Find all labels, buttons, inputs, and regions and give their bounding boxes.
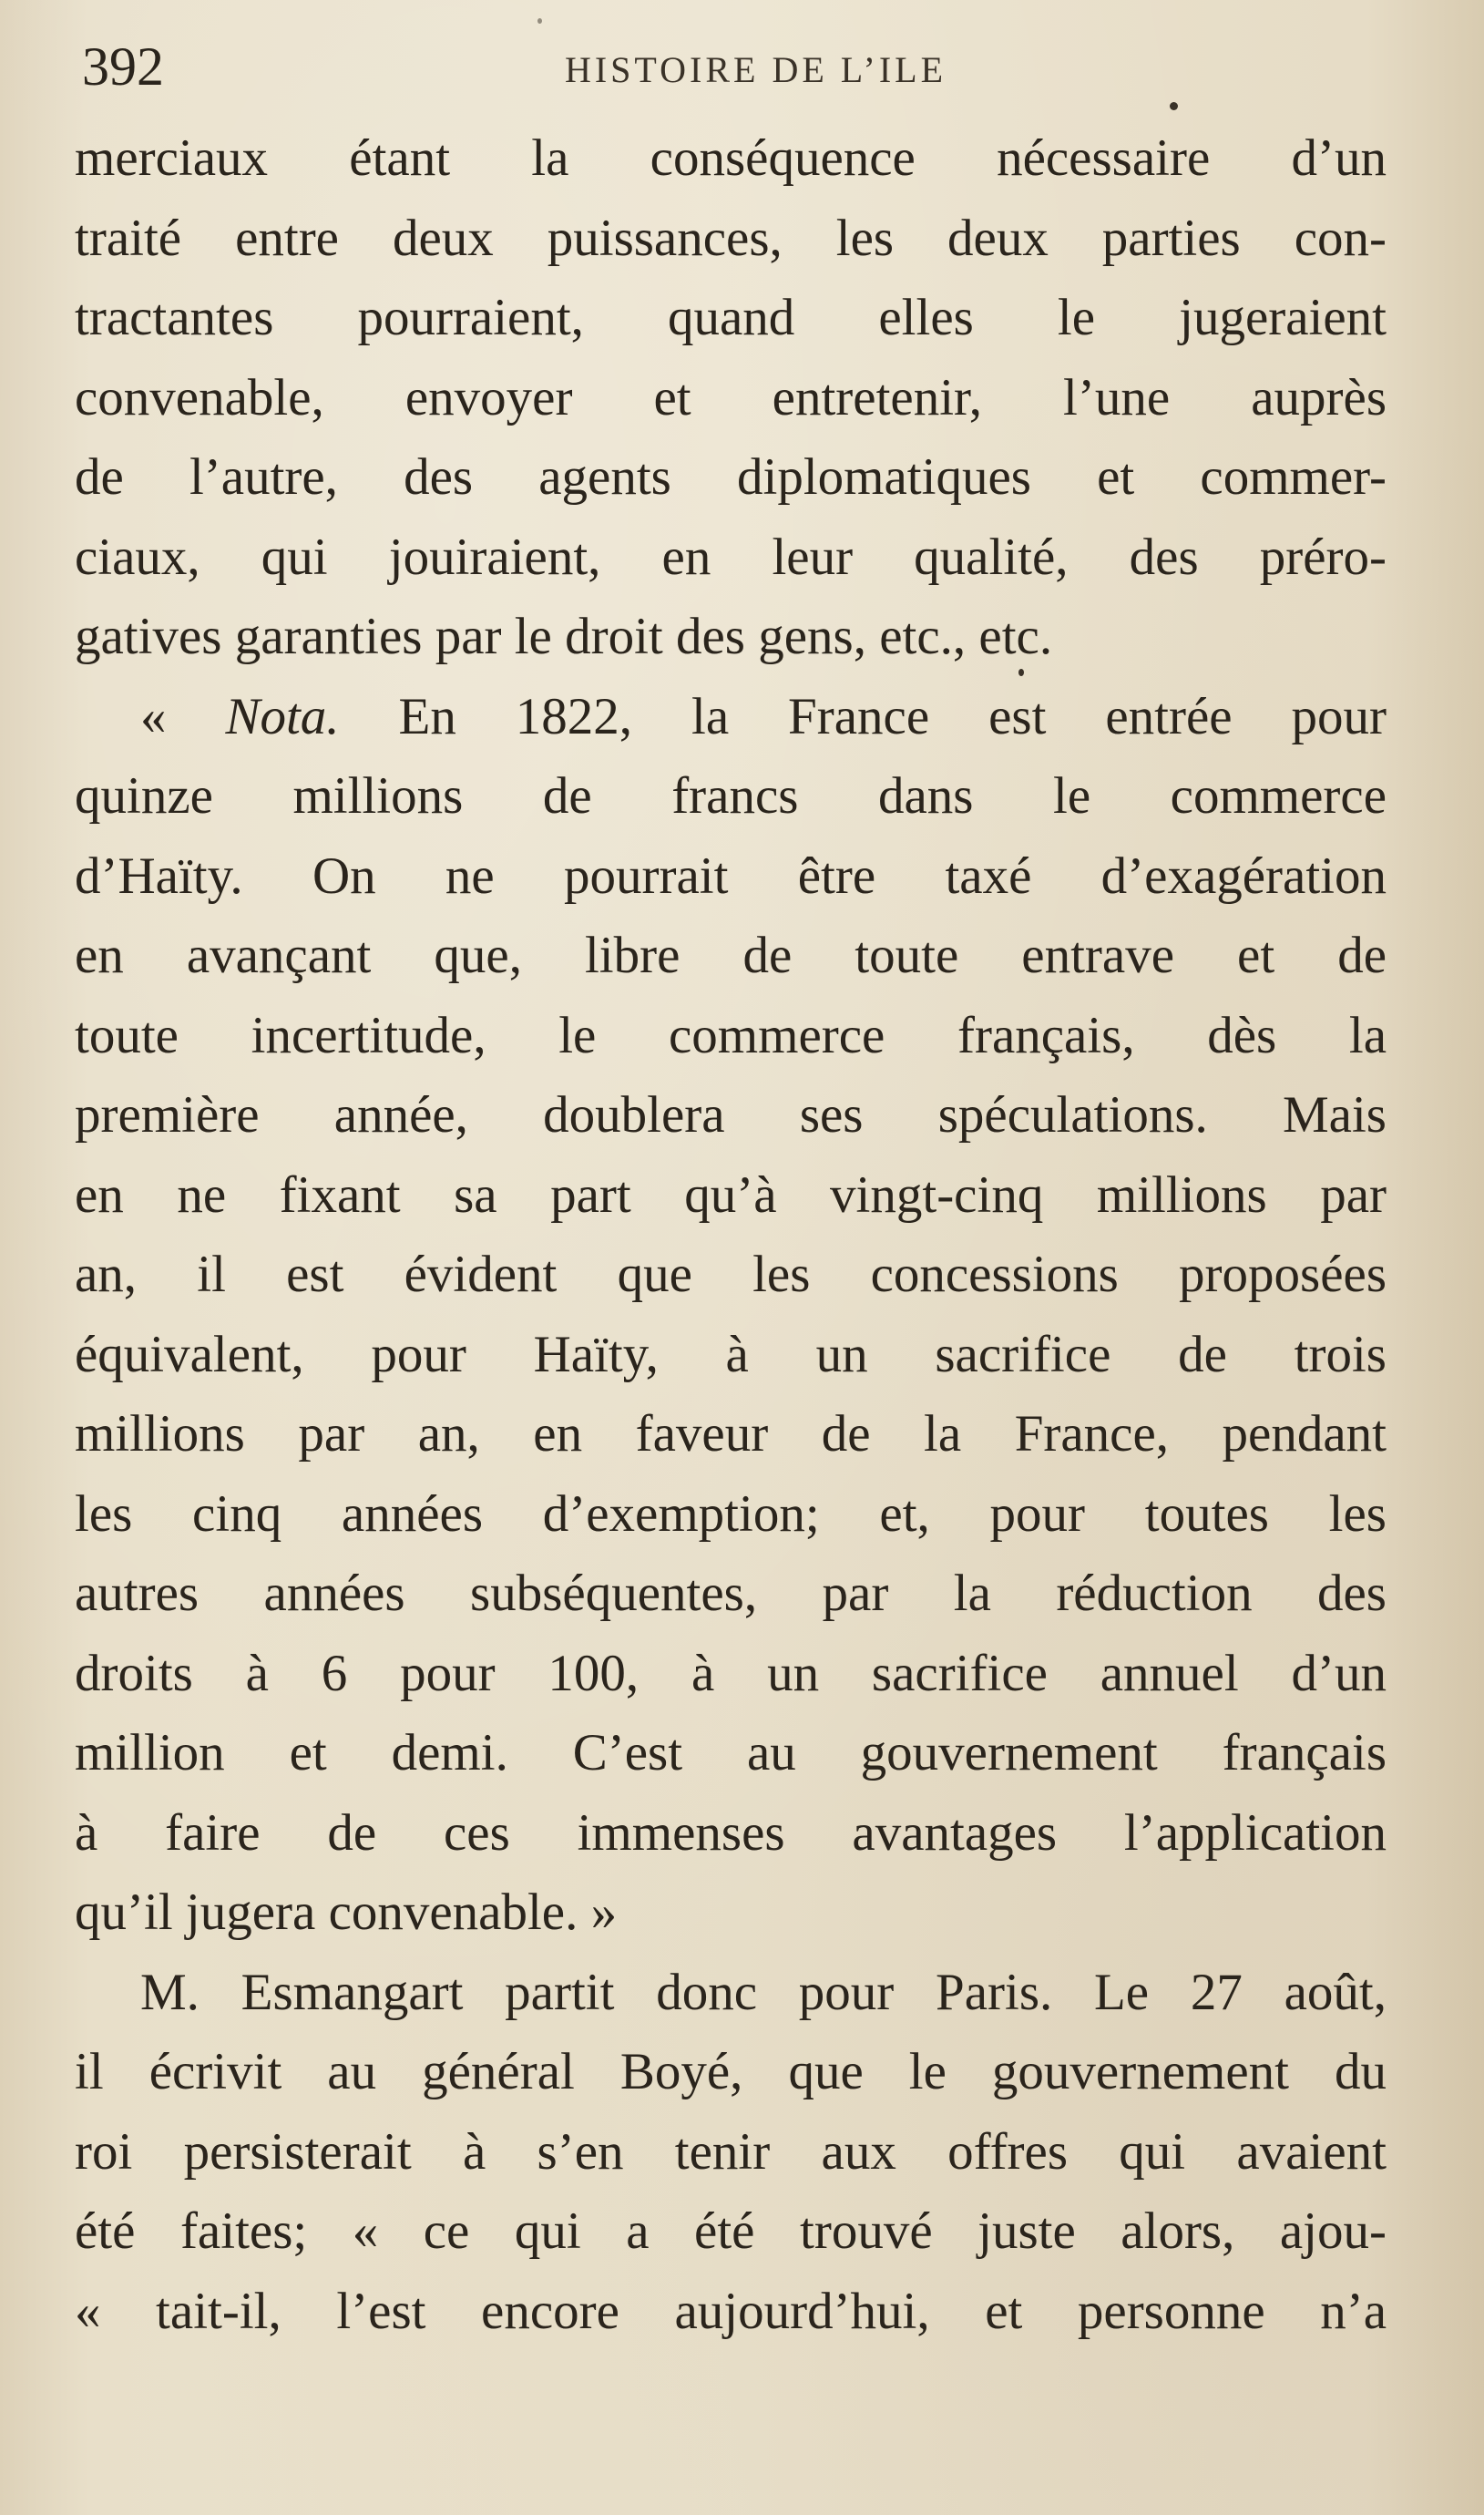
text-line: toute incertitude, le commerce français, dès la	[75, 1006, 1387, 1064]
text-line: roi persisterait à s’en tenir aux offres qui avaient	[75, 2122, 1387, 2181]
text-line: million et demi. C’est au gouvernement français	[75, 1724, 1387, 1781]
nota-line	[75, 677, 1387, 757]
page-header	[82, 35, 1356, 98]
ink-speck	[537, 18, 542, 24]
text-line: de l’autre, des agents diplomatiques et commer-	[75, 448, 1387, 506]
text-line: traité entre deux puissances, les deux parties con-	[75, 209, 1387, 267]
text-line: merciaux étant la conséquence nécessaire d’un	[75, 129, 1387, 187]
running-head: HISTOIRE DE L’ILE	[564, 49, 947, 90]
nota-open-quote: «	[140, 687, 167, 745]
text-line: droits à 6 pour 100, à un sacrifice annuel d’un	[75, 1644, 1387, 1702]
text-line: quinze millions de francs dans le commerce	[75, 767, 1387, 825]
text-line: il écrivit au général Boyé, que le gouvernement du	[75, 2043, 1387, 2100]
nota-label: Nota.	[225, 687, 340, 745]
text-line: gatives garanties par le droit des gens, etc., etc.	[75, 608, 1053, 665]
ink-speck	[1170, 102, 1178, 110]
text-line: millions par an, en faveur de la France, pendant	[75, 1405, 1387, 1463]
text-line: à faire de ces immenses avantages l’application	[75, 1803, 1387, 1862]
text-line: tractantes pourraient, quand elles le jugeraient	[75, 289, 1387, 346]
text-line: en ne fixant sa part qu’à vingt-cinq millions par	[75, 1165, 1387, 1224]
nota-line-text: En 1822, la France est entrée pour	[398, 687, 1387, 745]
text-line: ciaux, qui jouiraient, en leur qualité, des préro-	[75, 528, 1387, 586]
text-line: autres années subséquentes, par la réduction des	[75, 1565, 1387, 1622]
page-number: 392	[82, 36, 164, 97]
text-line: convenable, envoyer et entretenir, l’une auprès	[75, 368, 1387, 426]
text-line: d’Haïty. On ne pourrait être taxé d’exagération	[75, 847, 1387, 905]
text-line: été faites; « ce qui a été trouvé juste alors, ajou-	[75, 2202, 1387, 2260]
text-line: an, il est évident que les concessions proposées	[75, 1246, 1387, 1303]
text-line: qu’il jugera convenable. »	[75, 1884, 618, 1941]
text-line: M. Esmangart partit donc pour Paris. Le 27 août,	[140, 1963, 1387, 2021]
body-text	[75, 118, 1387, 2351]
text-line: en avançant que, libre de toute entrave et de	[75, 927, 1387, 984]
text-line: équivalent, pour Haïty, à un sacrifice de trois	[75, 1325, 1387, 1383]
text-line: « tait-il, l’est encore aujourd’hui, et personne n’a	[75, 2282, 1387, 2340]
text-line: première année, doublera ses spéculations. Mais	[75, 1086, 1387, 1144]
text-line: les cinq années d’exemption; et, pour toutes les	[75, 1484, 1387, 1543]
ink-speck	[1018, 669, 1024, 676]
